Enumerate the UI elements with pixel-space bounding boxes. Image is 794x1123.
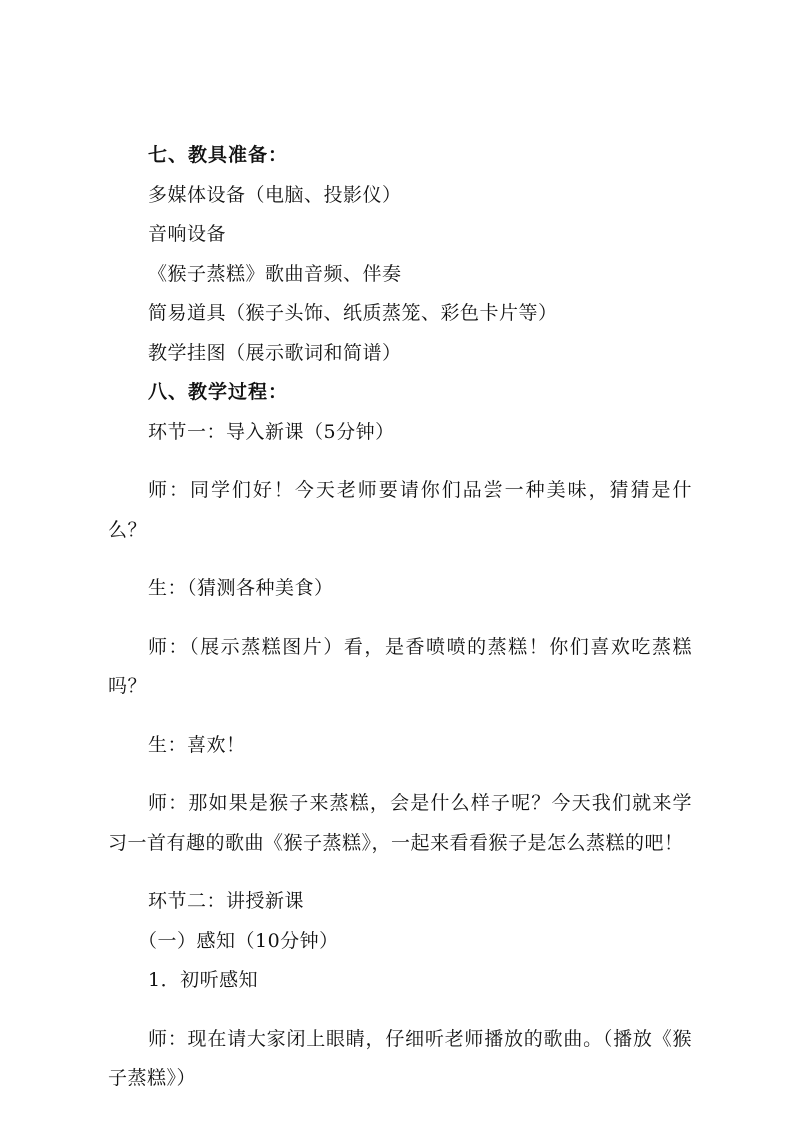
section-heading-teaching-process: 八、教学过程： [148,381,289,403]
section-heading-teaching-aids: 七、教具准备： [148,144,289,166]
dialogue-paragraph: 师：（展示蒸糕图片）看，是香喷喷的蒸糕！你们喜欢吃蒸糕吗？ [108,635,692,697]
list-item: 教学挂图（展示歌词和简谱） [148,341,402,364]
list-item: 简易道具（猴子头饰、纸质蒸笼、彩色卡片等） [148,302,558,324]
list-item: 音响设备 [148,223,227,245]
list-item: 多媒体设备（电脑、投影仪） [148,183,402,206]
dialogue-paragraph: 生：（猜测各种美食） [148,577,334,599]
dialogue-paragraph: 师：现在请大家闭上眼睛，仔细听老师播放的歌曲。（播放《猴子蒸糕》） [108,1027,692,1089]
subsection-title: （一）感知（10分钟） [138,929,339,952]
dialogue-paragraph: 生：喜欢！ [148,733,246,756]
document-body [108,136,692,1118]
item-title: 1．初听感知 [148,969,259,991]
step-title: 环节一：导入新课（5分钟） [148,420,395,443]
step-title: 环节二：讲授新课 [148,890,305,912]
dialogue-paragraph: 师：同学们好！今天老师要请你们品尝一种美味，猜猜是什么？ [108,479,692,541]
dialogue-paragraph: 师：那如果是猴子来蒸糕，会是什么样子呢？今天我们就来学习一首有趣的歌曲《猴子蒸糕》，一起来看看猴子是怎么蒸糕的吧！ [108,792,692,854]
list-item: 《猴子蒸糕》歌曲音频、伴奏 [148,262,402,285]
